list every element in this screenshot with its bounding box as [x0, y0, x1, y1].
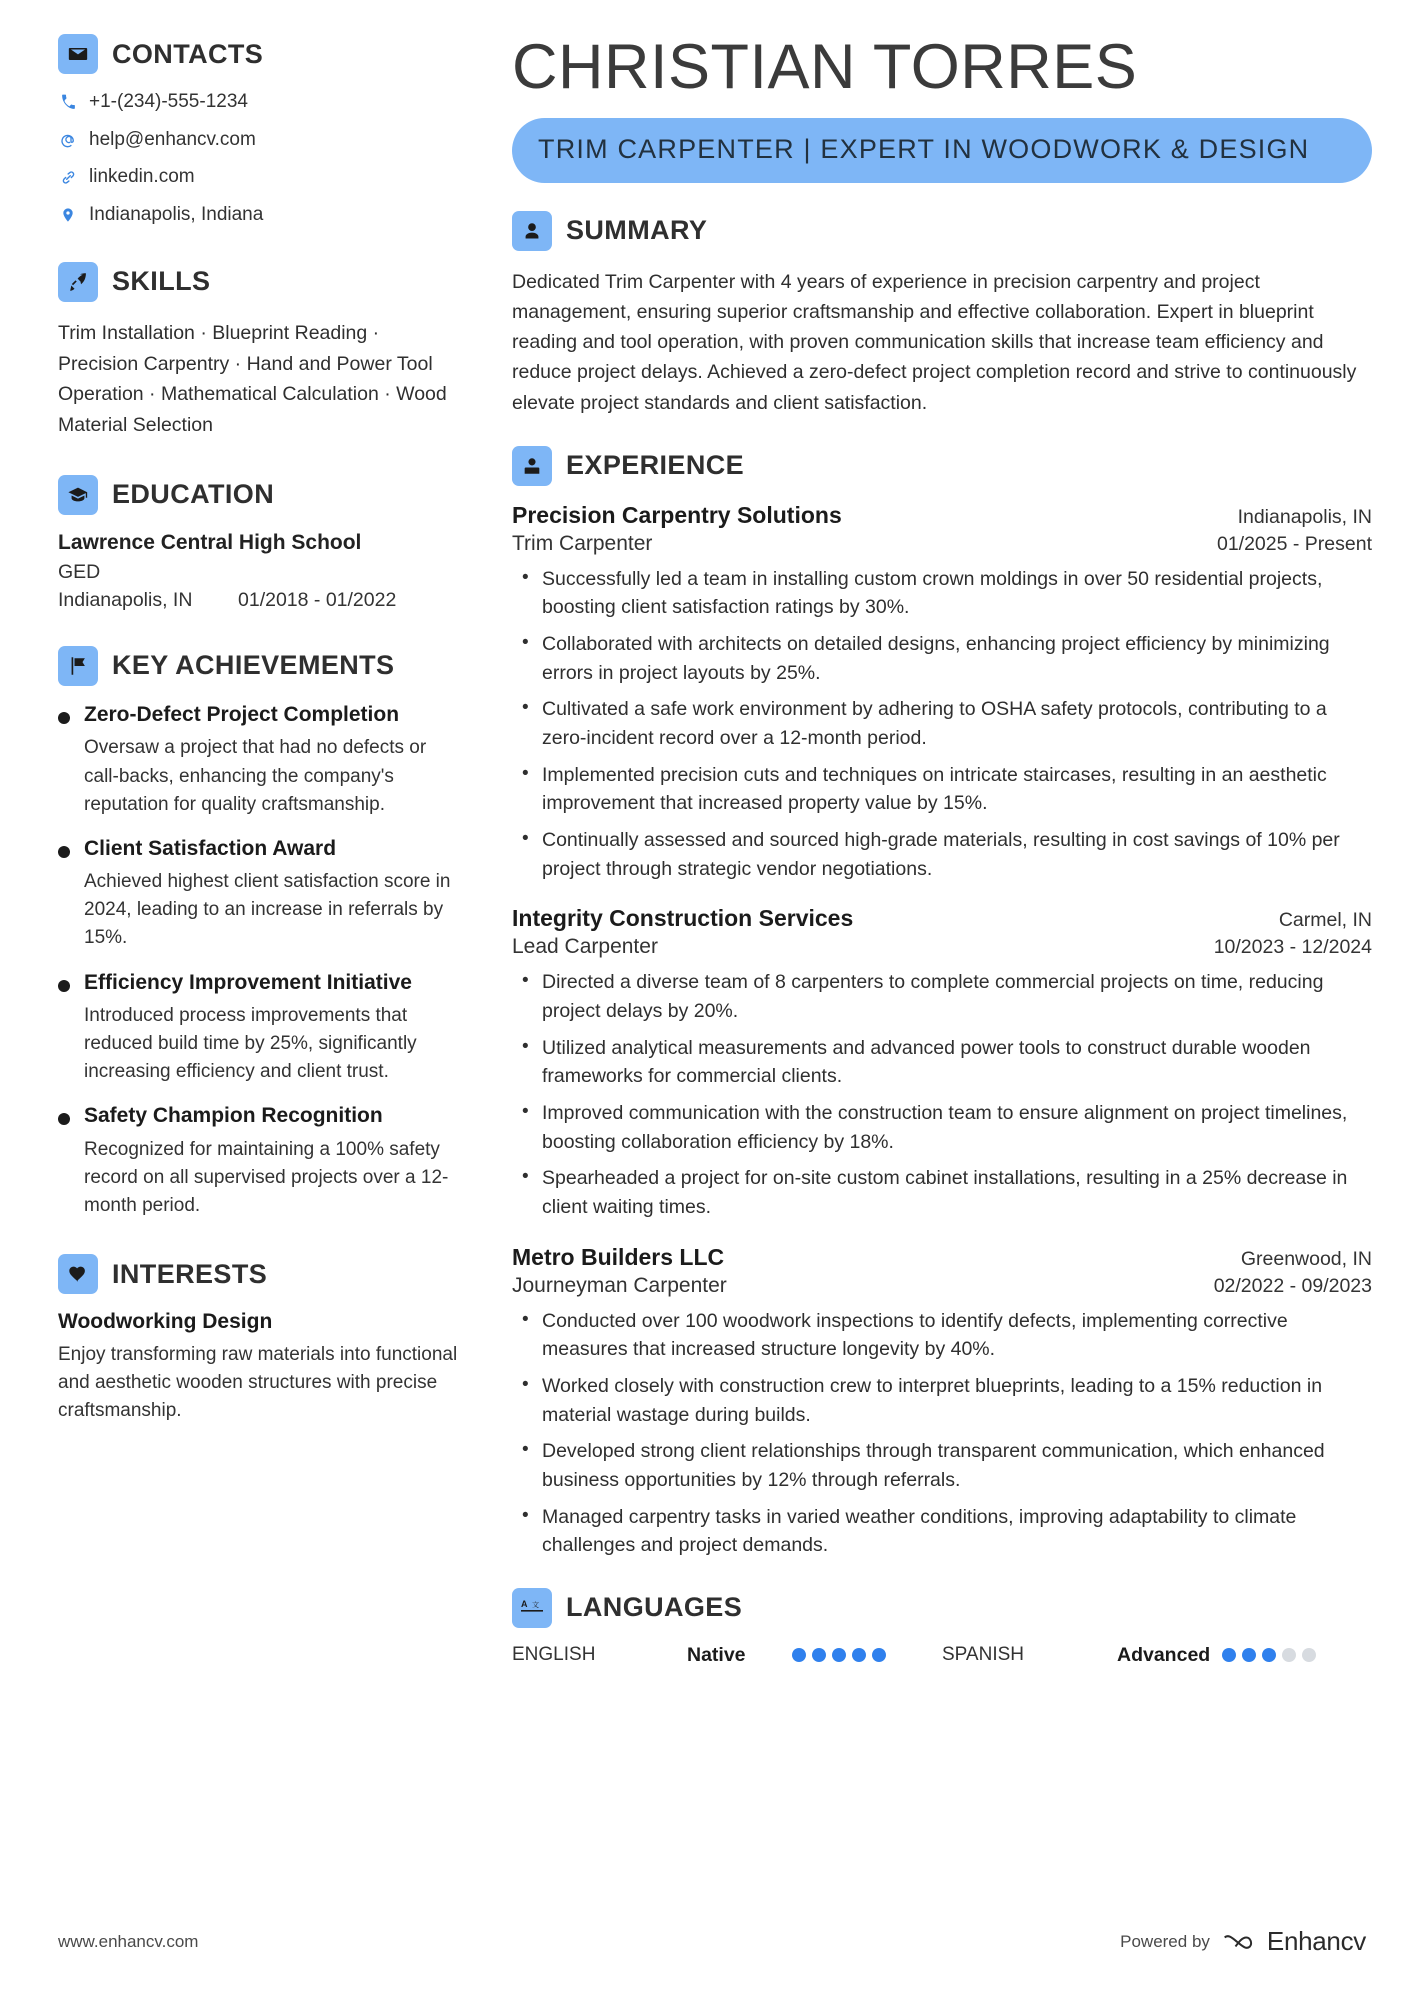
job-subheader — [512, 1274, 1372, 1298]
achievement-title: Efficiency Improvement Initiative — [84, 970, 412, 994]
page-footer — [58, 1926, 1366, 1957]
rating-dot — [852, 1648, 866, 1662]
enhancv-logo — [1222, 1926, 1366, 1957]
svg-text:文: 文 — [532, 1601, 539, 1609]
job-role: Trim Carpenter — [512, 531, 653, 555]
job-bullet: • Continually assessed and sourced high-grade materials, resulting in cost savings of 10% per project through strategic vendor negotiations. — [538, 826, 1372, 883]
job-company: Metro Builders LLC — [512, 1243, 725, 1270]
experience-item — [512, 1244, 1372, 1560]
job-company: Integrity Construction Services — [512, 905, 854, 932]
achievement-title: Client Satisfaction Award — [84, 836, 337, 860]
envelope-icon — [58, 34, 98, 74]
job-bullet: • Conducted over 100 woodwork inspections to identify defects, implementing corrective measures that increased structure longevity by 40%. — [538, 1307, 1372, 1364]
rating-dot — [812, 1648, 826, 1662]
education-title: EDUCATION — [112, 479, 275, 510]
experience-heading — [512, 446, 1372, 486]
person-icon — [512, 211, 552, 251]
achievement-item — [58, 836, 458, 953]
job-location: Indianapolis, IN — [1237, 505, 1372, 528]
heart-icon — [58, 1254, 98, 1294]
experience-title: EXPERIENCE — [566, 450, 745, 481]
summary-text: Dedicated Trim Carpenter with 4 years of experience in precision carpentry and project management, ensuring superior craftsmanship and effective collaboration. Expert in blueprint reading and tool operation, with proven communication skills that increase team efficiency and reduce project delays. Achieved a zero-defect project completion record and strive to continuously elevate project standards and client satisfaction. — [512, 270, 1357, 414]
job-header — [512, 1244, 1372, 1271]
job-header — [512, 502, 1372, 529]
job-bullets — [512, 968, 1372, 1221]
job-header — [512, 905, 1372, 932]
achievement-item — [58, 1103, 458, 1220]
job-bullet: • Spearheaded a project for on-site custom cabinet installations, resulting in a 25% decrease in client waiting times. — [538, 1164, 1372, 1221]
interest-title: Woodworking Design — [58, 1310, 273, 1334]
language-name: SPANISH — [942, 1644, 1025, 1666]
enhancv-mark-icon — [1222, 1931, 1258, 1953]
translate-icon — [512, 1588, 552, 1628]
interests-heading — [58, 1254, 458, 1294]
experience-section — [512, 446, 1372, 1560]
rating-dot — [792, 1648, 806, 1662]
summary-title: SUMMARY — [566, 215, 708, 246]
job-bullet: • Managed carpentry tasks in varied weather conditions, improving adaptability to climate challenges and project demands. — [538, 1503, 1372, 1560]
contact-email — [58, 128, 458, 153]
job-bullet: • Successfully led a team in installing custom crown moldings in over 50 residential projects, boosting client satisfaction ratings by 30%. — [538, 565, 1372, 622]
contacts-section — [58, 34, 458, 228]
achievement-title: Zero-Defect Project Completion — [84, 702, 400, 726]
education-degree: GED — [58, 560, 101, 583]
summary-heading — [512, 211, 1372, 251]
svg-text:A: A — [521, 1598, 528, 1609]
job-location: Greenwood, IN — [1240, 1247, 1372, 1270]
education-dates: 01/2018 - 01/2022 — [238, 588, 397, 611]
language-level: Advanced — [1117, 1643, 1211, 1666]
skills-list: Trim Installation · Blueprint Reading · Precision Carpentry · Hand and Power Tool Operation · Mathematical Calculation · Wood Material Selection — [58, 321, 447, 437]
contact-phone-value: +1-(234)-555-1234 — [89, 91, 248, 112]
right-column — [488, 34, 1372, 1995]
job-company: Precision Carpentry Solutions — [512, 501, 842, 528]
flag-icon — [58, 646, 98, 686]
interest-desc: Enjoy transforming raw materials into functional and aesthetic wooden structures with precise craftsmanship. — [58, 1344, 458, 1422]
languages-title: LANGUAGES — [566, 1592, 743, 1623]
skills-title: SKILLS — [112, 266, 211, 297]
rating-dot — [1302, 1648, 1316, 1662]
education-school: Lawrence Central High School — [58, 530, 362, 554]
rating-dot — [1282, 1648, 1296, 1662]
achievement-item — [58, 702, 458, 819]
interests-section — [58, 1254, 458, 1425]
contacts-heading — [58, 34, 458, 74]
language-name: ENGLISH — [512, 1644, 596, 1666]
powered-by-label: Powered by — [1120, 1931, 1210, 1951]
job-role: Lead Carpenter — [512, 935, 658, 959]
contact-location-value: Indianapolis, Indiana — [89, 204, 264, 226]
bullet-dot-icon — [58, 846, 70, 858]
achievements-section — [58, 646, 458, 1220]
education-heading — [58, 475, 458, 515]
interest-item — [58, 1310, 458, 1425]
left-column — [58, 34, 488, 1995]
achievement-desc: Oversaw a project that had no defects or call-backs, enhancing the company's reputation for quality craftsmanship. — [84, 737, 427, 815]
education-section — [58, 475, 458, 612]
achievement-title: Safety Champion Recognition — [84, 1104, 383, 1128]
job-dates: 02/2022 - 09/2023 — [1213, 1274, 1372, 1297]
achievements-title: KEY ACHIEVEMENTS — [112, 650, 395, 681]
rating-dot — [872, 1648, 886, 1662]
contact-linkedin[interactable] — [58, 165, 458, 190]
rating-dot — [1242, 1648, 1256, 1662]
job-dates: 01/2025 - Present — [1216, 532, 1372, 555]
candidate-title: TRIM CARPENTER | EXPERT IN WOODWORK & DESIGN — [512, 118, 1372, 183]
skills-section — [58, 262, 458, 441]
bullet-dot-icon — [58, 980, 70, 992]
language-rating — [1222, 1648, 1316, 1662]
achievements-heading — [58, 646, 458, 686]
job-bullet: • Directed a diverse team of 8 carpenters to complete commercial projects on time, reducing project delays by 20%. — [538, 968, 1372, 1025]
rating-dot — [1222, 1648, 1236, 1662]
job-bullets — [512, 1307, 1372, 1560]
enhancv-wordmark: Enhancv — [1266, 1926, 1366, 1956]
job-role: Journeyman Carpenter — [512, 1273, 727, 1297]
achievement-item — [58, 970, 458, 1087]
job-bullet: • Improved communication with the construction team to ensure alignment on project timelines, boosting collaboration efficiency by 18%. — [538, 1099, 1372, 1156]
rating-dot — [1262, 1648, 1276, 1662]
job-location: Carmel, IN — [1278, 909, 1372, 932]
language-level: Native — [687, 1643, 746, 1666]
job-bullet: • Developed strong client relationships through transparent communication, which enhanced business opportunities by 12% through referrals. — [538, 1437, 1372, 1494]
bullet-dot-icon — [58, 712, 70, 724]
experience-item — [512, 502, 1372, 884]
rating-dot — [832, 1648, 846, 1662]
contact-location — [58, 203, 458, 228]
candidate-name: CHRISTIAN TORRES — [512, 32, 1138, 102]
job-dates: 10/2023 - 12/2024 — [1213, 936, 1372, 959]
link-icon — [58, 169, 78, 186]
job-bullet: • Collaborated with architects on detailed designs, enhancing project efficiency by minimizing errors in project layouts by 25%. — [538, 630, 1372, 687]
briefcase-person-icon — [512, 446, 552, 486]
achievement-desc: Introduced process improvements that reduced build time by 25%, significantly increasing efficiency and client trust. — [84, 1004, 417, 1083]
job-bullet: • Worked closely with construction crew to interpret blueprints, leading to a 15% reduction in material wastage during builds. — [538, 1372, 1372, 1429]
languages-section — [512, 1588, 1372, 1667]
job-bullet: • Utilized analytical measurements and advanced power tools to construct durable wooden frameworks for commercial clients. — [538, 1034, 1372, 1091]
footer-powered — [1120, 1926, 1366, 1957]
email-icon — [58, 131, 78, 149]
experience-item — [512, 905, 1372, 1221]
summary-section — [512, 211, 1372, 418]
location-icon — [58, 206, 78, 224]
education-location: Indianapolis, IN — [58, 588, 193, 611]
education-meta — [58, 589, 458, 612]
job-subheader — [512, 532, 1372, 556]
achievement-desc: Recognized for maintaining a 100% safety record on all supervised projects over a 12-month period. — [84, 1138, 449, 1216]
interests-title: INTERESTS — [112, 1258, 268, 1289]
contacts-title: CONTACTS — [112, 38, 264, 69]
graduation-cap-icon — [58, 475, 98, 515]
job-bullet: • Cultivated a safe work environment by adhering to OSHA safety protocols, contributing to a zero-incident record over a 12-month period. — [538, 695, 1372, 752]
contact-phone — [58, 90, 458, 115]
job-bullet: • Implemented precision cuts and techniques on intricate staircases, resulting in an aesthetic improvement that increased property value by 15%. — [538, 761, 1372, 818]
achievement-desc: Achieved highest client satisfaction score in 2024, leading to an increase in referrals by 15%. — [84, 871, 451, 949]
job-subheader — [512, 935, 1372, 959]
education-entry — [58, 531, 458, 612]
phone-icon — [58, 94, 78, 111]
languages-row — [512, 1644, 1372, 1667]
contact-email-value: help@enhancv.com — [89, 128, 256, 150]
rocket-icon — [58, 262, 98, 302]
footer-url[interactable]: www.enhancv.com — [58, 1931, 199, 1951]
bullet-dot-icon — [58, 1113, 70, 1125]
language-rating — [792, 1648, 886, 1662]
skills-heading — [58, 262, 458, 302]
job-bullets — [512, 565, 1372, 884]
languages-heading — [512, 1588, 1372, 1628]
contact-linkedin-value: linkedin.com — [89, 166, 195, 188]
